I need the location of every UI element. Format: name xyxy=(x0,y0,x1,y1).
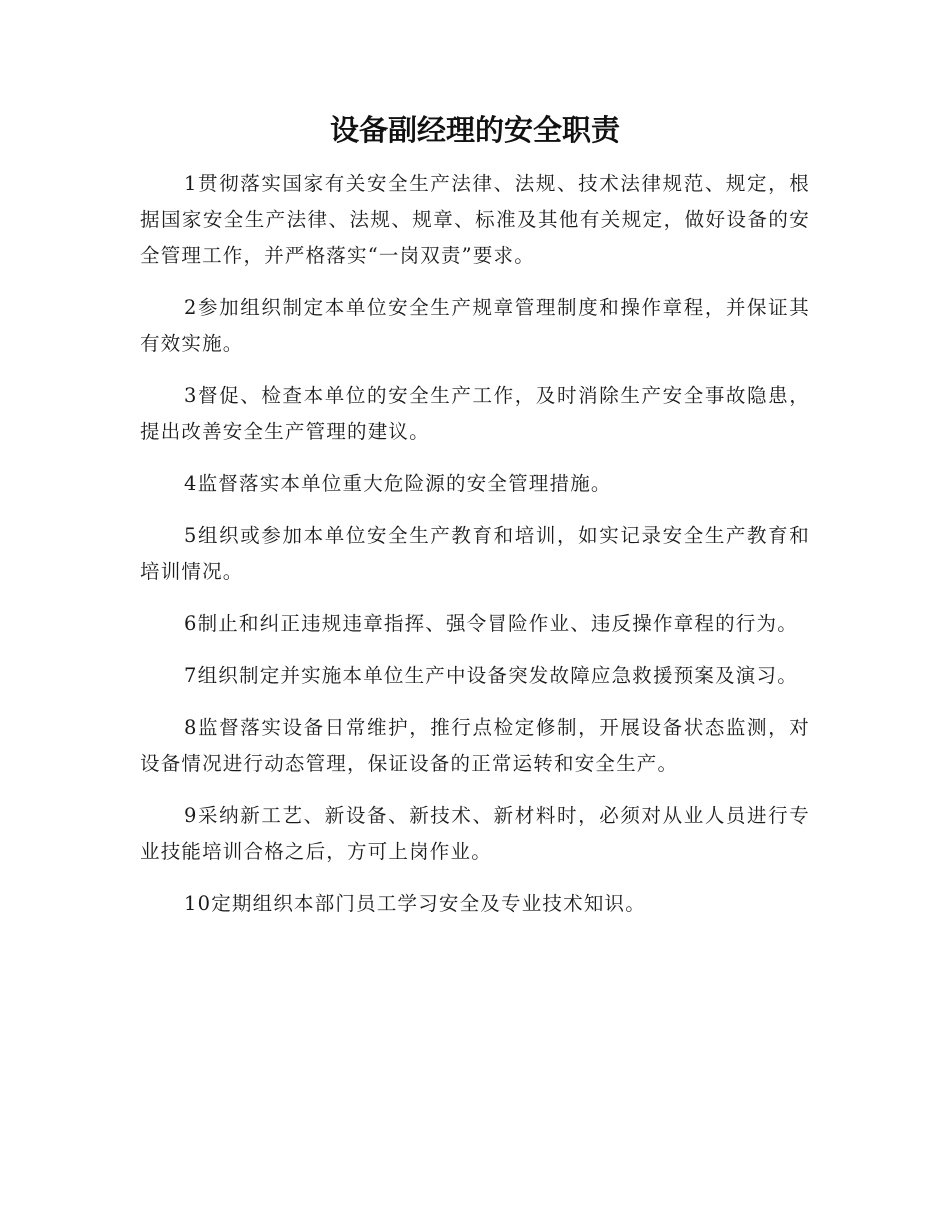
document-body xyxy=(140,166,810,938)
duty-paragraph-1: 1贯彻落实国家有关安全生产法律、法规、技术法律规范、规定，根据国家安全生产法律、法规、规章、标准及其他有关规定，做好设备的安全管理工作，并严格落实“一岗双责”要求。 xyxy=(140,172,810,267)
duty-paragraph-2: 2参加组织制定本单位安全生产规章管理制度和操作章程，并保证其有效实施。 xyxy=(140,296,810,355)
duty-paragraph-8: 8监督落实设备日常维护，推行点检定修制，开展设备状态监测，对设备情况进行动态管理，保证设备的正常运转和安全生产。 xyxy=(140,716,810,775)
duty-paragraph-4: 4监督落实本单位重大危险源的安全管理措施。 xyxy=(184,472,612,495)
duty-paragraph-3: 3督促、检查本单位的安全生产工作，及时消除生产安全事故隐患，提出改善安全生产管理的建议。 xyxy=(140,384,810,443)
duty-paragraph-5: 5组织或参加本单位安全生产教育和培训，如实记录安全生产教育和培训情况。 xyxy=(140,524,810,583)
duty-paragraph-6: 6制止和纠正违规违章指挥、强令冒险作业、违反操作章程的行为。 xyxy=(184,612,798,635)
duty-paragraph-7: 7组织制定并实施本单位生产中设备突发故障应急救援预案及演习。 xyxy=(184,664,798,687)
duty-paragraph-9: 9采纳新工艺、新设备、新技术、新材料时，必须对从业人员进行专业技能培训合格之后，方可上岗作业。 xyxy=(140,804,810,863)
duty-paragraph-10: 10定期组织本部门员工学习安全及专业技术知识。 xyxy=(184,892,646,915)
document-title: 设备副经理的安全职责 xyxy=(329,113,620,147)
